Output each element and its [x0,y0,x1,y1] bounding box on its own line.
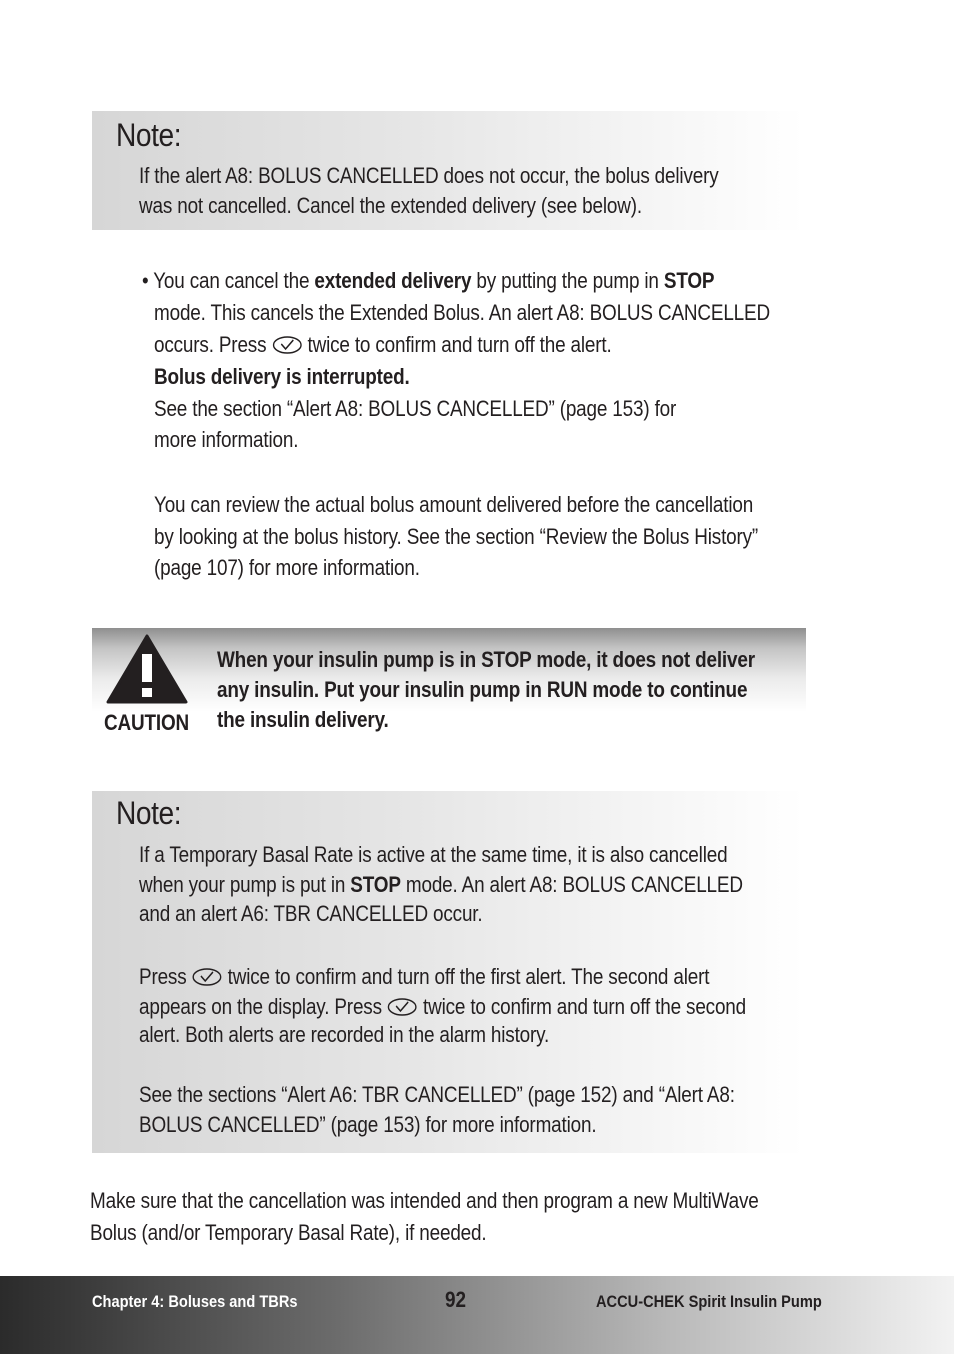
text: Press [139,964,192,989]
bullet-line: by looking at the bolus history. See the section “Review the Bolus History” [154,524,759,549]
bullet-line-1 [142,266,714,296]
bold-term: STOP [350,872,401,897]
bold-text: the insulin delivery. [217,707,389,732]
note-line: alert. Both alerts are recorded in the alarm history. [139,1022,550,1047]
bullet-marker: • [142,268,149,293]
text: occurs. Press [154,332,272,357]
note-line: was not cancelled. Cancel the extended delivery (see below). [139,193,642,218]
page-number: 92 [445,1287,467,1312]
bullet-line: more information. [154,427,299,452]
note-line: See the sections “Alert A6: TBR CANCELLED” (page 152) and “Alert A8: [139,1082,735,1107]
check-button-icon [192,967,223,987]
text: twice to confirm and turn off the first alert. The second alert [222,964,710,989]
note-heading: Note: [116,795,182,831]
bullet-bold-line [154,362,410,392]
note-line [139,870,743,900]
bullet-line: See the section “Alert A8: BOLUS CANCELLED” (page 153) for [154,396,677,421]
text: mode. An alert A8: BOLUS CANCELLED [400,872,743,897]
note-line: and an alert A6: TBR CANCELLED occur. [139,901,483,926]
note-box-1 [92,111,804,230]
bold-text: When your insulin pump is in STOP mode, it does not deliver [217,647,755,672]
footer-product: ACCU-CHEK Spirit Insulin Pump [596,1292,822,1311]
text: by putting the pump in [471,268,664,293]
note-line: If a Temporary Basal Rate is active at the same time, it is also cancelled [139,842,728,867]
closing-line: Make sure that the cancellation was intended and then program a new MultiWave [90,1188,759,1213]
page-footer [0,1276,954,1354]
note-line: If the alert A8: BOLUS CANCELLED does not occur, the bolus delivery [139,163,719,188]
bullet-line: You can review the actual bolus amount delivered before the cancellation [154,492,754,517]
bold-term: extended delivery [314,268,472,293]
bold-term: STOP [663,268,715,293]
text: twice to confirm and turn off the second [417,994,747,1019]
bullet-line: (page 107) for more information. [154,555,420,580]
footer-chapter: Chapter 4: Boluses and TBRs [92,1292,298,1311]
bullet-line [154,330,612,360]
text: twice to confirm and turn off the alert. [302,332,612,357]
note-heading: Note: [116,117,182,153]
bullet-line: mode. This cancels the Extended Bolus. An alert A8: BOLUS CANCELLED [154,300,770,325]
note-line: BOLUS CANCELLED” (page 153) for more information. [139,1112,597,1137]
text: You can cancel the [153,268,315,293]
caution-box [92,628,806,740]
bold-text: any insulin. Put your insulin pump in RUN mode to continue [217,677,748,702]
caution-label [104,708,189,738]
caution-line [217,675,747,705]
note-box-2 [92,791,804,1153]
text: when your pump is put in [139,872,351,897]
note-line [139,992,746,1022]
warning-triangle-icon [106,634,188,704]
note-line [139,962,709,992]
closing-line: Bolus (and/or Temporary Basal Rate), if needed. [90,1220,487,1245]
text: appears on the display. Press [139,994,387,1019]
check-button-icon [387,997,418,1017]
bold-text: CAUTION [104,710,189,735]
bold-text: Bolus delivery is interrupted. [154,364,410,389]
caution-line [217,645,755,675]
caution-line [217,705,389,735]
check-button-icon [271,335,302,355]
